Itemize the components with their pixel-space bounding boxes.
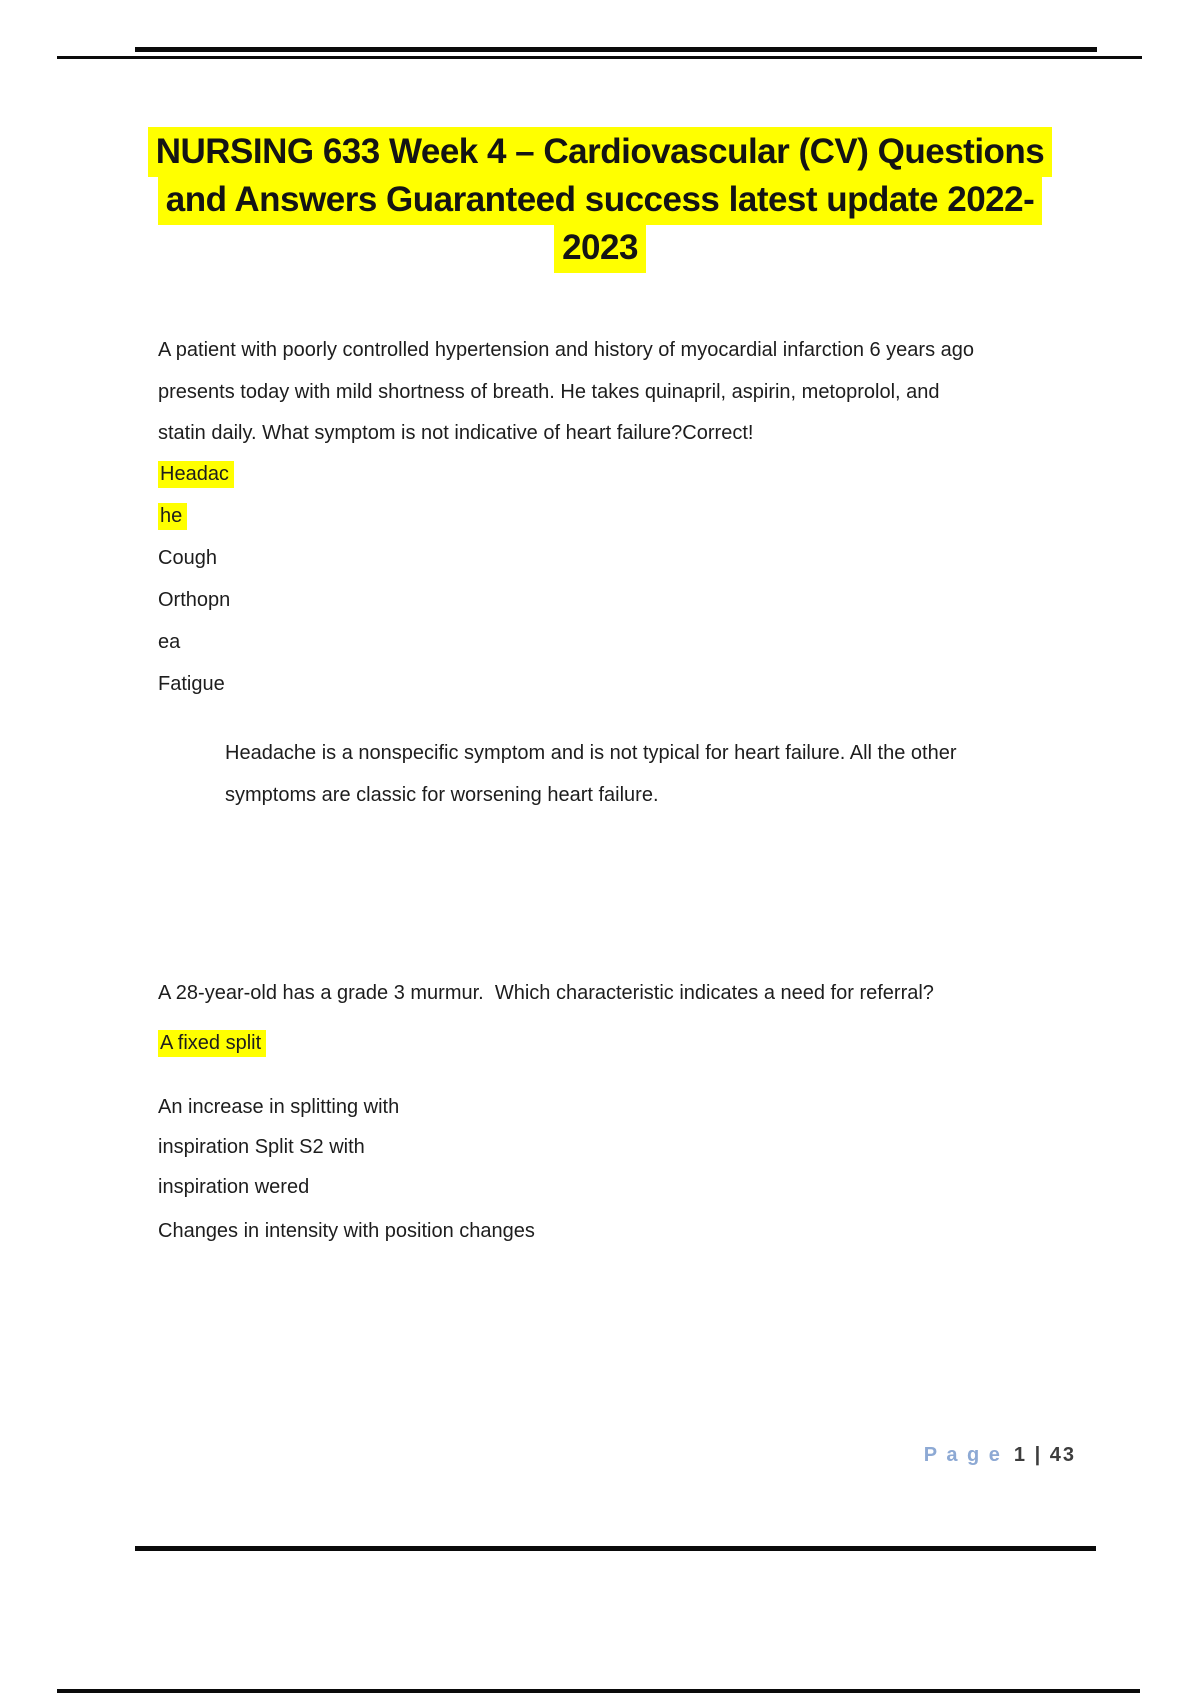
title-line (0, 224, 1200, 272)
question-1-line: presents today with mild shortness of breath. He takes quinapril, aspirin, metoprolol, and (158, 380, 940, 403)
answer-option-he (158, 504, 234, 528)
document-title (0, 128, 1200, 272)
answer-option-headac (158, 462, 234, 486)
bottom-border-thin (57, 1689, 1140, 1693)
top-border-thin (57, 56, 1142, 59)
title-highlight: NURSING 633 Week 4 – Cardiovascular (CV) Questions (148, 127, 1053, 177)
footer-page-word: P a g e (923, 1444, 1002, 1466)
answer-highlight: he (158, 503, 187, 530)
top-border-thick (135, 47, 1097, 52)
answer-option-cough: Cough (158, 547, 217, 569)
answer-option-orthopn: Orthopn (158, 589, 231, 611)
question-1-options (158, 462, 234, 714)
question-2-options (158, 1087, 399, 1207)
answer-highlight: A fixed split (158, 1030, 266, 1057)
question-2-option-last: Changes in intensity with position changes (158, 1220, 535, 1242)
answer-option-fatigue: Fatigue (158, 673, 225, 695)
page-footer (924, 1444, 1076, 1467)
explanation-line: Headache is a nonspecific symptom and is not typical for heart failure. All the other (225, 742, 957, 764)
title-line (0, 128, 1200, 176)
question-2-option-line: inspiration wered (158, 1176, 310, 1198)
title-line (0, 176, 1200, 224)
title-highlight: and Answers Guaranteed success latest update 2022- (158, 175, 1043, 225)
bottom-border-thick (135, 1546, 1096, 1551)
title-highlight: 2023 (554, 223, 646, 273)
question-1-line: statin daily. What symptom is not indicative of heart failure?Correct! (158, 422, 754, 444)
footer-page-number: 1 | 43 (1013, 1444, 1076, 1466)
question-2-option-line: inspiration Split S2 with (158, 1136, 365, 1158)
question-1-explanation (225, 732, 957, 816)
question-1-text (158, 330, 974, 455)
question-2-text: A 28-year-old has a grade 3 murmur. Which characteristic indicates a need for referral? (158, 982, 934, 1004)
answer-option-ea: ea (158, 631, 181, 653)
answer-highlight: Headac (158, 461, 234, 488)
question-1-line: A patient with poorly controlled hypertension and history of myocardial infarction 6 years ago (158, 339, 975, 361)
question-2-option-line: An increase in splitting with (158, 1096, 400, 1118)
question-2-answer (158, 1032, 266, 1055)
explanation-line: symptoms are classic for worsening heart failure. (225, 784, 659, 806)
